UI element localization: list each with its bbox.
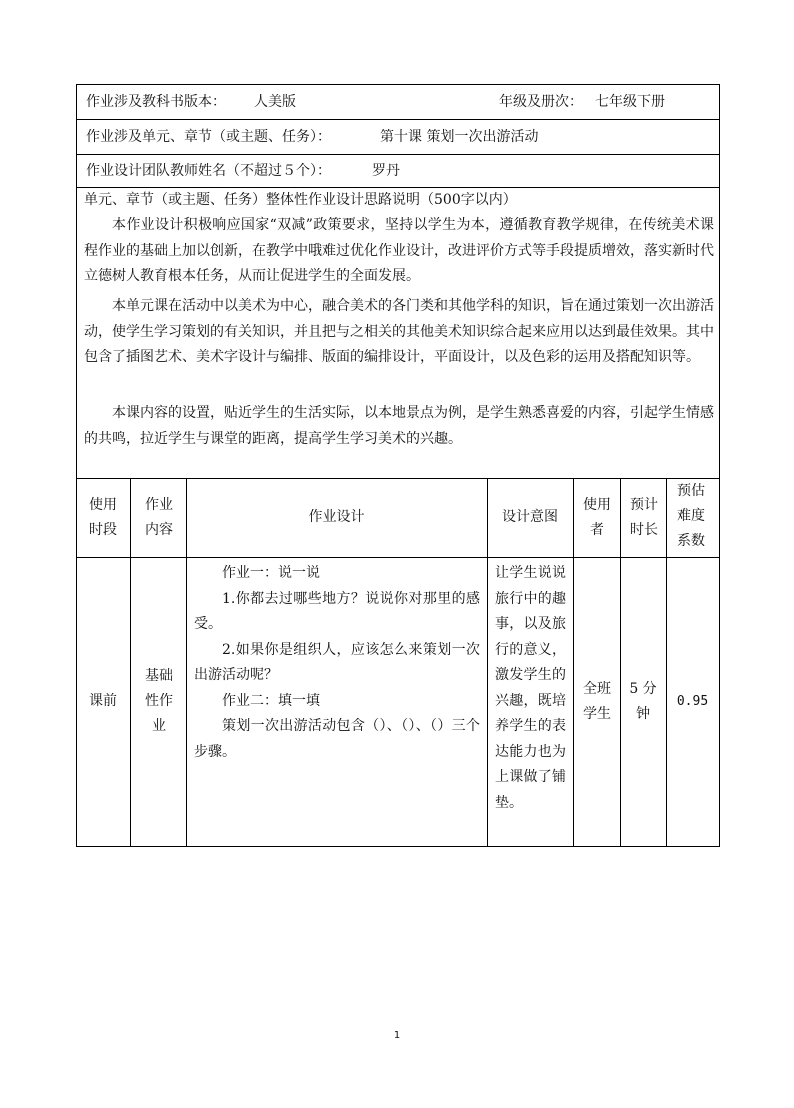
overview-paragraph-1: 本作业设计积极响应国家“双减”政策要求，坚持以学生为本，遵循教育教学规律，在传统美术课程作业的基础上加以创新，在教学中哦难过优化作业设计，改进评价方式等手段提质增效，落实新时代立德树人教育根本任务，从而让促进学生的全面发展。 xyxy=(84,217,714,284)
header-duration: 预计时长 xyxy=(630,496,658,538)
header-design: 作业设计 xyxy=(308,509,365,525)
unit-value: 第十课 策划一次出游活动 xyxy=(380,129,539,145)
design-task-1-title: 作业一：说一说 xyxy=(222,565,320,581)
header-intent: 设计意图 xyxy=(502,509,558,525)
overview-paragraph-2: 本单元课在活动中以美术为中心，融合美术的各门类和其他学科的知识，旨在通过策划一次出游活动，使学生学习策划的有关知识，并且把与之相关的其他美术知识综合起来应用以达到最佳效果。其中包含了插图艺术、美术字设计与编排、版面的编排设计，平面设计，以及色彩的运用及搭配知识等。 xyxy=(84,298,714,365)
textbook-label: 作业涉及教科书版本： xyxy=(86,94,226,110)
grade-value: 七年级下册 xyxy=(595,94,665,110)
design-task-2-q1: 策划一次出游活动包含（）、（）、（）三个步骤。 xyxy=(194,718,480,760)
header-coefficient: 预估难度系数 xyxy=(677,483,705,549)
overview-title: 单元、章节（或主题、任务）整体性作业设计思路说明（500字以内） xyxy=(84,192,517,208)
design-task-1-q2: 2.如果你是组织人，应该怎么来策划一次出游活动呢？ xyxy=(194,641,480,683)
design-task-2-title: 作业二：填一填 xyxy=(222,692,320,709)
header-user: 使用者 xyxy=(583,496,611,538)
overview-paragraph-3: 本课内容的设置，贴近学生的生活实际，以本地景点为例，是学生熟悉喜爱的内容，引起学生情感的共鸣，拉近学生与课堂的距离，提高学生学习美术的兴趣。 xyxy=(84,405,714,447)
unit-label: 作业涉及单元、章节（或主题、任务）： xyxy=(86,129,331,145)
header-content: 作业内容 xyxy=(145,496,173,538)
row-period: 课前 xyxy=(89,693,117,709)
row-user: 全班学生 xyxy=(583,680,611,722)
row-intent: 让学生说说旅行中的趣事，以及旅行的意义，激发学生的兴趣，既培养学生的表达能力也为上课做了铺垫。 xyxy=(495,565,566,811)
row-duration: 5 分钟 xyxy=(629,680,657,722)
row-coefficient: 0.95 xyxy=(676,694,709,709)
grade-label: 年级及册次： xyxy=(499,94,583,110)
team-value: 罗丹 xyxy=(372,163,400,179)
textbook-value: 人美版 xyxy=(254,94,296,110)
row-content: 基础性作业 xyxy=(145,668,173,734)
row-design xyxy=(194,561,480,765)
page-number: 1 xyxy=(393,1030,401,1041)
header-period: 使用时段 xyxy=(89,496,117,538)
team-label: 作业设计团队教师姓名（不超过５个）： xyxy=(86,163,331,179)
design-task-1-q1: 1.你都去过哪些地方？说说你对那里的感受。 xyxy=(194,590,480,632)
